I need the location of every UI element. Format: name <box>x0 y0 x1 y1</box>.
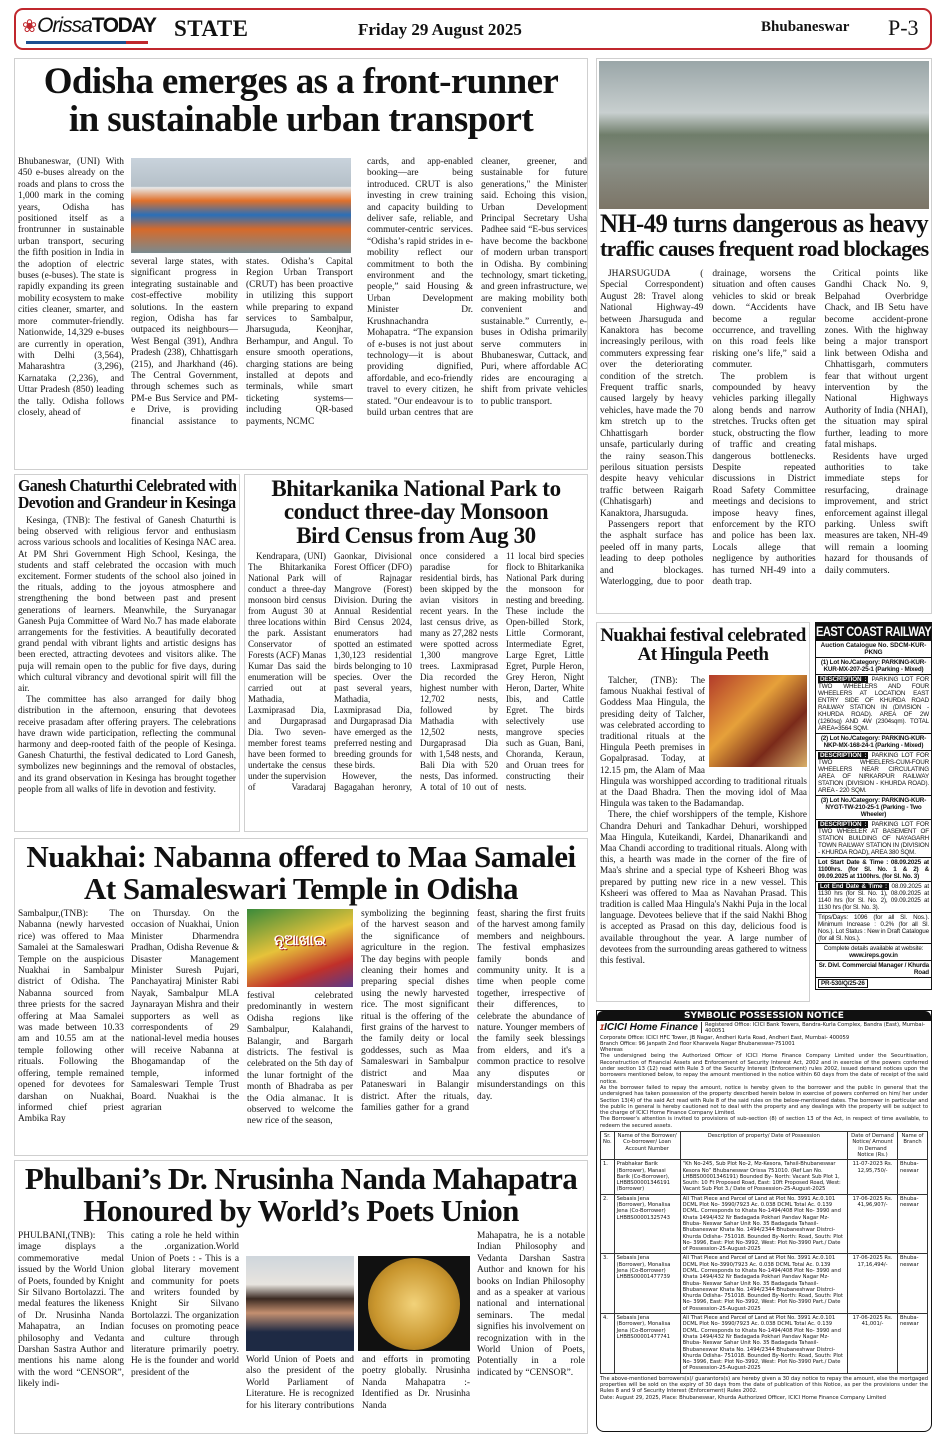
cell-borrower: Sebasis Jena (Borrower), Monalisa Jena (Co-Borrower) LHBBS00001477741 <box>614 1314 680 1374</box>
corporate-office: Corporate Office: ICICI HFC Tower, JB Nagar, Andheri Kurla Road, Andheri East, Mumbai- 400059 <box>600 1034 850 1041</box>
highway-traffic-photo <box>599 61 929 209</box>
whereas: Whereas <box>600 1047 623 1054</box>
column-header: Sr. No. <box>601 1132 615 1160</box>
symbolic-possession-notice <box>596 1010 932 1432</box>
issue-date: Friday 29 August 2025 <box>358 20 522 39</box>
article-body: Bhubaneswar, (UNI) With 450 e-buses already on the roads and plans to cross the 1,000 mark in the coming years, Odisha has positioned itself as a frontrunner in sustainable urban transport, securing the fifth position in India in the adoption of electric buses (e-buses). The state is rapidly expanding its green mobility ecosystem to make cities cleaner, smarter, and more commuter-friendly. Nationwide, 14,329 e-buses are currently in operation, with Delhi (3,564), Maharashtra (3,296), Karnataka (2,236), and Uttar Pradesh (850) leading the tally. Odisha follows closely, ahead of <box>18 157 124 418</box>
medal-photo <box>358 1256 470 1351</box>
table-header-row <box>601 1132 928 1160</box>
notice-title: SYMBOLIC POSSESSION NOTICE <box>597 1011 931 1021</box>
article-body: festival celebrated predominantly in western Odisha regions like Sambalpur, Kalahandi, Balangir, and Bargarh districts. The festival is celebrated on the 5th day of the lunar fortnight of the month of Bhadraba as per the Odia almanac. It is observed to welcome the new rice of the season, <box>247 991 353 1127</box>
registered-office: Registered Office: ICICI Bank Towers, Bandra-Kurla Complex, Bandra (East), Mumbai- 400051 <box>704 1022 925 1035</box>
headline <box>18 477 236 512</box>
headline <box>19 1163 583 1226</box>
paragraph: The committee has also arranged for daily bhog distribution in the afternoon, ensuring that devotees receive prasadam after offering prayers. The celebrations have drawn wide participation, reflecting the communal harmony and deep-rooted faith of the people of Kesinga. Ganesh Chaturthi, the festival dedicated to Lord Ganesh, symbolizes new beginnings and the removal of obstacles, and its grand observation in Kesinga has brought together people from all walks of life in devotion and festivity. <box>18 694 236 794</box>
column-header: Name of Branch <box>898 1132 928 1160</box>
cell-borrower: Prabhakar Barik (Borrower), Manasi Barik (Co-Borrower), LHBBS00001346191 (Borrower) <box>614 1160 680 1194</box>
hingula-festival-photo <box>709 675 807 767</box>
table-row <box>601 1160 928 1194</box>
cell-description: All That Piece and Parcel of Land at Plot No. 3991 Ac.0.101 DCML Plot No- 3990/7923 Ac. 0.038 DCML Total Ac. 0.139 DCML. Corresponds to Khata No-1494/408 Plot No- 3990 and Khata 1494/432 Nr Badagada Pokhari Pandav Nagar Mz-Bhuba- Neswar Sahar Unit No. 35 Badagada Tahasil- Bhubaneswar Khata No. 1494/2344 Bhubaneshwar Distrci-Khurda Odisha- 751018. Bounded By-North: Road, South: Plot No- 3996, East: Plot No-3992, West: Plot No-3990 Part./ Date of Possession-25-August-2025 <box>680 1194 847 1254</box>
masthead <box>14 8 932 50</box>
edition-city: Bhubaneswar <box>761 19 850 35</box>
article-body <box>248 551 584 829</box>
gold-medal <box>368 1258 460 1350</box>
headline-line: conduct three-day Monsoon <box>283 499 549 525</box>
headline-line: traffic causes frequent road blockages <box>600 235 929 261</box>
headline-line: in sustainable urban transport <box>68 98 534 140</box>
icici-home-finance-logo <box>600 1022 702 1033</box>
article-hingula-nuakhai <box>596 622 810 1002</box>
branch-office: Branch Office: 96 Janpath 2nd floor Kharavela Nagar Bhubaneswar-751001 <box>600 1040 795 1047</box>
column-header: Date of Demand Notice/ Amount in Demand Notice (Rs.) <box>848 1132 898 1160</box>
website-text: Complete details available at website: <box>823 945 924 952</box>
cell-branch: Bhuba-neswar <box>898 1314 928 1374</box>
headline <box>600 211 928 260</box>
article-nh49 <box>596 58 932 614</box>
description-label: DESCRIPTION : <box>820 752 867 759</box>
article-body: symbolizing the beginning of the harvest season and the significance of agriculture in the region. The day begins with people cleaning their homes and preparing special dishes using the newly harvested rice. The most significant ritual is the offering of the first grains of the harvest to the family deity or local goddesses, such as Maa Samaleswari in Sambalpur district and Maa Pataneswari in Balangir district. After the rituals, families gather for a grand feast, sharing the first fruits of the harvest among family members and neighbours. The festival emphasizes family bonds and community unity. It is a time when people come together, irrespective of their differences, to celebrate the abundance of nature. Younger members of the family seek blessings from elders, and it's a common practice to resolve any disputes or misunderstandings on this day. <box>361 909 585 1113</box>
page-number: P-3 <box>888 15 919 40</box>
description-label: DESCRIPTION : <box>820 676 867 683</box>
cell-sr: 4. <box>601 1314 615 1374</box>
article-phulbani-poets-union <box>14 1160 588 1434</box>
article-body: Mahapatra, he is a notable Indian Philosophy and Vedanta Darshan Sastra Author and known for his books on Indian Philosophy and as a speaker at various national and international seminars. The medal signifies his involvement on recognization with in the World Union of Poets, Potentially in a role indicated by “CENSOR”. <box>477 1231 585 1378</box>
nuakhai-artwork-text: ନୂଆଖାଇ <box>274 931 326 949</box>
column-header: Description of property/ Date of Possession <box>680 1132 847 1160</box>
cell-borrower: Sebasis Jena (Borrower), Monalisa Jena (Co-Borrower) LHBBS00001477739 <box>614 1254 680 1314</box>
column-header: Name of the Borrower/ Co-borrower/ Loan Account Number <box>614 1132 680 1160</box>
headline-line: Bhitarkanika National Park to <box>271 476 561 501</box>
article-body: World Union of Poets and also the president of the World Parliament of Literature. He is recognized for his literary contributions and efforts in promoting poetry globally. Nrusinha Nanda Mahapatra :- Identified as Dr. Nrusinha Nanda <box>246 1355 470 1411</box>
cell-demand: 17-06-2025 Rs. 41,96,907/- <box>848 1194 898 1254</box>
paragraph: Kendrapara, (UNI) The Bhitarkanika National Park will conduct a three-day monsoon bird census from August 30 at three locations within the park. Assistant Conservator of Forests (ACF) Manas Kumar Das said the enumeration will be carried out at Mathadia, Laxmiprasad Dia, and Durgaprasad Dia. Two seven-member forest teams have been formed to undertake the census under the supervision of Varadaraj Gaonkar, Divisional Forest Officer (DFO) of Rajnagar Mangrove (Forest) Division. During the Annual Residential Bird Census 2024, enumerators had spotted an estimated 1,30,123 residential birds belonging to 10 species. Over the past several years, Mathadia, Laxmiprasad Dia, and Durgaprasad Dia have emerged as the preferred nesting and breeding grounds for these birds. <box>248 551 412 792</box>
article-body: PHULBANI,(TNB): This image displays a commemorative medal issued by the World Union of Poets, founded by Knight Sir Silvano Bortolazzi. The medal features the likeness of Dr. Nrusinha Nanda Mahapatra, an Indian philosophy and Vedanta Darshan Sastra Author and mentions his name along with the word “CENSOR”, likely indi- <box>18 1231 124 1390</box>
logo-today: TODAY <box>91 14 156 37</box>
article-body: on Thursday. On the occasion of Nuakhai, Union Minister Dharmendra Pradhan, Odisha Revenue & Disaster Management Minister Suresh Pujari, Panchayatiraj Minister Rabi Nayak, Sambalpur MLA Jaynarayan Mishra and their supporters as well as correspondents of 29 national-level media houses will receive Nabanna at Bhogamandap of the temple, informed Samaleswari Temple Trust Board. Nuakhai is the agrarian <box>131 909 239 1113</box>
article-body <box>600 675 807 999</box>
section-name: STATE <box>174 16 249 41</box>
cell-demand: 17-06-2025 Rs. 17,16,494/- <box>848 1254 898 1314</box>
article-body: several large states, with significant progress in integrating sustainable and cost-effective mobility solutions. In the eastern region, Odisha has far outpaced its neighbours— West Bengal (391), Andhra Pradesh (238), Chhattisgarh (215), and Jharkhand (46). The Central Government, through schemes such as PM-e Bus Service and PM-e Drive, is providing financial assistance to states. Odisha’s Capital Region Urban Transport (CRUT) has been proactive in utilizing this support while preparing to expand services to Sambalpur, Jharsuguda, Keonjhar, Berhampur, and Angul. To ensure smooth operations, charging stations are being installed at depots and terminals, while smart ticketing systems—including QR-based payments, NCMC <box>131 257 353 427</box>
paragraph: JHARSUGUDA ( Special Correspondent) August 28: Travel along National Highway-49 between Jharsuguda and Kanaktora has become increasingly perilous, with commuters expressing fear over the deteriorating condition of the stretch. Frequent traffic snarls, caused largely by heavy vehicles, have made the 70 km stretch up to the Chhattisgarh border unsafe, particularly during the rainy season.This perilous situation persists despite heavy vehicular traffic between Raigarh (Chhatisgarh) and Kanaktora, Jharsuguda. <box>600 269 704 519</box>
notice-date-place: Date: August 29, 2025, Place: Bhubaneswar, Khurda Authorized Officer, ICICI Home Finance Company Limited <box>600 1394 886 1401</box>
article-urban-transport <box>14 58 588 470</box>
notice-paragraph: The Borrower’s attention is invited to provisions of sub-section (8) of section 13 of the Act, in respect of time available, to redeem the secured assets. <box>600 1116 928 1129</box>
headline-line: At Samaleswari Temple in Odisha <box>83 870 519 906</box>
lot-description: PARKING LOT FOR TWO WHEELER AT BASEMENT OF STATION BUILDING OF NAYAGARH TOWN RAILWAY STATION IN (DIVISION - KHURDA ROAD), AREA 380 SQM. <box>818 821 929 856</box>
lot-description: PARKING LOT FOR TWO WHEELERS-CUM-FOUR WHEELERS NEAR CIRCULATING AREA OF NIRKARPUR RAILWAY STATION (DIVISION - KHURDA ROAD). AREA - 220 SQM. <box>818 752 929 794</box>
paragraph: The problem is compounded by heavy vehicles parking illegally along bends and narrow stretches. Trucks often get stuck, obstructing the flow of traffic and creating dangerous bottlenecks. Despite repeated discussions in District Road Safety Committee meetings and decisions to impose heavy fines, enforcement by the RTO and police has been lax. Locals allege that negligence by authorities has turned NH-49 into a death trap. <box>712 371 816 587</box>
nuakhai-artwork <box>247 909 353 987</box>
lot-category: (3) Lot No./Category: PARKING-KUR-NYGT-TW-210-25-1 (Parking - Two Wheeler) <box>816 795 931 819</box>
description-label: DESCRIPTION : <box>820 821 867 828</box>
notice-paragraph: The undersigned being the Authorized Officer of ICICI Home Finance Company Limited under the Securitisation, Reconstruction of Financial Assets and Enforcement of Security Interest Act, 2002 and in exercise of the powers conferred under section 13 (12) read with Rule 3 of the Security Interest (Enforcement) rules 2002, issued demand notices upon the borrowers mentioned below, to repay the amount mentioned in the notice within 60 days from the date of receipt of the said notice. <box>600 1053 928 1085</box>
headline <box>600 626 806 665</box>
cell-branch: Bhuba-neswar <box>898 1160 928 1194</box>
cell-branch: Bhuba-neswar <box>898 1254 928 1314</box>
headline-line: Odisha emerges as a front-runner <box>43 61 559 102</box>
article-body: cards, and app-enabled booking—are being introduced. CRUT is also investing in crew training and capacity building to deliver safe, reliable, and commuter-centric services. “Odisha’s rapid strides in e-mobility reflect our commitment to both the environment and the people,” said Housing & Urban Development Minister Dr. Krushnachandra Mohapatra. “The expansion of e-buses is not just about technology—it is about providing dignified, affordable, and eco-friendly travel to every citizen, he stated. "Our endeavour is to build urban centres that are cleaner, greener, and sustainable for future generations," the Minister said. Echoing this vision, Urban Development Principal Secretary Usha Padhee said “E-bus services have become the backbone of modern urban transport in Odisha. By combining technology, smart ticketing, and green infrastructure, we are making mobility both convenient and sustainable.” Currently, e-buses in Odisha primarily serve commuters in Bhubaneswar, Cuttack, and Puri, where affordable AC rides are encouraging a shift from private vehicles to public transport. <box>367 157 587 418</box>
paragraph: Critical points like Gandhi Chack No. 9, Belpahad Overbridge Chack, and IB Setu have become accident-prone zones. With the highway being a major transport link between Odisha and Chhattisgarh, commuters fear that without urgent intervention by the National Highways Authority of India (NHAI), the situation may spiral further, leading to more fatal mishaps. <box>824 269 928 451</box>
paragraph: There, the chief worshippers of the temple, Kishore Chandra Dehuri and Tankadhar Dehuri, worshipped Maa Hingula, Kuteikandi, Kardei, Dhanarikandi and Maa Chandi according to traditional rituals. Along with this, a hearth was made in the corner of the fire of Maa's shrine and a special type of Ksheeri Bhog was prepared by putting new rice in a new vessel. This Ksheeri was offered to Maa as Navahan Prasad. This tradition is called Maa Hingula's Nakhi Puja in the local language. Devotees believe that if the said Nakhi Bhog is accepted as Prasad on this day, delicious food is available throughout the year. A large number of devotees from the surrounding areas gathered to witness this festival. <box>600 809 807 966</box>
headline <box>19 63 583 138</box>
lot-end-label: Lot End Date & Time : <box>820 883 887 890</box>
article-samalei-nuakhai <box>14 838 588 1156</box>
article-body <box>600 269 928 611</box>
cell-sr: 3. <box>601 1254 615 1314</box>
cell-demand: 17-06-2025 Rs. 41,001/- <box>848 1314 898 1374</box>
article-bhitarkanika <box>244 474 588 832</box>
logo-underline <box>26 41 126 44</box>
headline-line: Nuakhai: Nabanna offered to Maa Samalei <box>26 839 576 874</box>
table-row <box>601 1194 928 1254</box>
article-body: Sambalpur,(TNB): The Nabanna (newly harvested rice) was offered to Maa Samalei at the Samaleswari Temple on the auspicious Nuakhai in Sambalpur district of Odisha. The Nabanna sourced from three priests for the sacred offering at Maa Samalei was made between 10.33 am and 10.55 am at the temple following other rituals. Following the offering, temple remained opened for devotees for darshan on Nuakhai, informed chief priest Ambika Ray <box>18 909 124 1125</box>
cell-description: All That Piece and Parcel of Land at Plot No. 3991 Ac.0.101 DCML Plot No- 3990/7923 Ac. 0.038 DCML Total Ac. 0.139 DCML. Corresponds to Khata No-1494/408 Plot No- 3990 and Khata 1494/432 Nr Badagada Pokhari Pandav Nagar Mz-Bhuba- Neswar Sahar Unit No. 35 Badagada Tahasil- Bhubaneswar Khata No. 1494/2344 Bhubaneshwar Distrci-Khurda Odisha- 751018. Bounded By-North: Road, South: Plot No- 3996, East: Plot No-3992, West: Plot No-3990 Part./ Date of Possession-25-August-2025 <box>680 1314 847 1374</box>
paragraph: However, the Bagagahan heronry, once considered a paradise for residential birds, has been skipped by the avian visitors in recent years. In the last census drive, as many as 27,282 nests were spotted across 1,300 mangrove trees. Laxmiprasad Dia recorded the highest number with 12,702 nests, followed by Mathadia with 12,502 nests, Durgaprasad Dia with 1,548 nests, and Bali Dia with 520 nests, Das informed. A total of 10 out of 11 local bird species flock to Bhitarkanika National Park during the monsoon for nesting and breeding. These include the Open-billed Stork, Little Cormorant, Intermediate Egret, Large Egret, Little Egret, Purple Heron, Grey Heron, Night Heron, Darter, White Ibis, and Cattle Egret. The birds selectively use mangrove species such as Guan, Bani, Choranda, Keraun, and Oruan trees for constructing their nests. <box>334 551 584 792</box>
orissa-today-logo[interactable] <box>22 14 156 46</box>
table-row <box>601 1314 928 1374</box>
signatory: Sr. Divl. Commercial Manager / Khurda Road <box>816 960 931 977</box>
electric-buses-photo <box>131 158 351 253</box>
paragraph: Passengers report that the asphalt surface has peeled off in many parts, leading to deep potholes and blockages. Waterlogging, due to poor drainage, worsens the situation and often causes vehicles to skid or break down. “Accidents have become a regular occurrence, and travelling on this road feels like risking one’s life,” said a commuter. <box>600 269 816 587</box>
headline <box>248 477 584 547</box>
headline-line: Phulbani’s Dr. Nrusinha Nanda Mahapatra <box>24 1161 578 1196</box>
odisha-map-icon: ❀ <box>22 16 38 36</box>
cell-description: All That Piece and Parcel of Land at Plot No. 3991 Ac.0.101 DCML Plot No-3990/7923 Ac. 0.038 DCML Total Ac. 0.139 DCML. Corresponds to Khata No-1494/408 Plot No- 3990 and Khata 1494/432 Nr Badagada Pokhari Pandav Nagar Mz-Bhuba- Neswar Sahar Unit No. 35 Badagada Tahasil- Bhubaneswar Khata No. 1494/2344 Bhubaneshwar Distrci-Khurda Odisha- 751018. Bounded By-North: Road, South: Plot No- 3996, East: Plot No-3992, West: Plot No-3990 Part./ Date of Possession-25-August-2025 <box>680 1254 847 1314</box>
cell-demand: 11-07-2023 Rs. 12,95,750/- <box>848 1160 898 1194</box>
ad-reference: PR-530/Q/25-26 <box>818 979 868 988</box>
logo-underline-red <box>126 41 148 44</box>
lot-description: PARKING LOT FOR TWO WHEELERS AND FOUR WHEELERS AT LOCATION EAST ENTRY SIDE OF KHURDA ROAD RAILWAY STATION IN (DIVISION - KHURDA ROAD). AREA OF 2W (1260sq) AND 4W (2304sqm). TOTAL AREA=3564 SQM. <box>818 676 929 732</box>
article-ganesh-chaturthi <box>14 474 240 832</box>
cell-sr: 1. <box>601 1160 615 1194</box>
headline-line: Honoured by World’s Poets Union <box>83 1192 519 1228</box>
headline-line: Bird Census from Aug 30 <box>296 522 536 548</box>
icici-logo-mark-icon: ɪ <box>600 1022 605 1033</box>
possession-table <box>600 1131 928 1374</box>
headline-line: Nuakhai festival celebrated <box>600 625 806 646</box>
lot-start-date: Lot Start Date & Time : 08.09.2025 at 1100hrs. (for Sl. No. 1 & 2) & 09.09.2025 at 1100hrs. (for Sl. No. 3) <box>818 859 929 880</box>
lot-end-date: 08.09.2025 at 1130 hrs (for Sl. No. 1), 08.09.2025 at 1140 hrs (for Sl. No. 2), 09.09.2025 at 1130 hrs (for Sl. No. 3). <box>818 883 930 911</box>
paragraph: Residents have urged authorities to take immediate steps for resurfacing, drainage improvement, and strict enforcement against illegal parking. Unless swift measures are taken, NH-49 will remain a looming hazard for thousands of daily commuters. <box>824 451 928 576</box>
table-row <box>601 1254 928 1314</box>
article-body <box>18 515 236 829</box>
paragraph: Talcher, (TNB): The famous Nuakhai festival of Goddess Maa Hingula, the presiding deity of Talcher, was celebrated according to traditional rituals at the Hingula Peeth premises in Gopalprasad. Today, at 12.15 pm, the Alam of Maa Hingula was worshipped according to traditional rituals at the Daad Bhadra. Then the moving idol of Maa Hingula was taken to the Badamandap. <box>600 675 807 809</box>
company-name: ICICI Home Finance <box>604 1022 698 1033</box>
headline-line: At Hingula Peeth <box>637 644 769 666</box>
headline-line: Devotion and Grandeur in Kesinga <box>18 493 236 513</box>
cell-branch: Bhuba-neswar <box>898 1194 928 1254</box>
notice-paragraph: As the borrower failed to repay the amount, notice is hereby given to the borrower and the public in general that the undersigned has taken possession of the property described herein below in exercise of powers conferred on him/ her under Section 13(4) of the said Act read with Rule 8 of the said rules on the below-mentioned dates. The borrower in particular and the public in general is hereby cautioned not to deal with the property and any dealings with the property will be subject to the charge of ICICI Home Finance Company Limited. <box>600 1084 928 1117</box>
paragraph: Kesinga, (TNB): The festival of Ganesh Chaturthi is being observed with religious fervor and enthusiasm across various schools and localities of Kesinga NAC area. At PM Shri Government High School, Kesinga, the students and staff celebrated the occasion with much excitement. Former students of the school also joined in the rituals, adding to the joyous atmosphere and strengthening the bond between past and present generations of learners. Meanwhile, the Suryanagar Ganesh Puja Committee of Ward No.7 has made elaborate arrangements for the festivities. A beautifully decorated grand pendal with vibrant lights and artistic designs has been erected, attracting devotees and visitors alike. The puja will remain open to the public for five days, during which cultural vibrancy and devotional spirit will fill the air. <box>18 515 236 694</box>
headline-line: Ganesh Chaturthi Celebrated with <box>18 476 237 495</box>
lot-category: (1) Lot No./Category: PARKING-KUR-KUR-MX-207-25-1 (Parking - Mixed) <box>816 657 931 674</box>
logo-orissa: Orissa <box>37 14 92 37</box>
ad-title: EAST COAST RAILWAY <box>816 624 932 639</box>
headline-line: NH-49 turns dangerous as heavy <box>600 209 929 238</box>
lot-category: (2) Lot No./Category: PARKING-KUR-NKP-MX-168-24-1 (Parking - Mixed) <box>816 733 931 750</box>
headline <box>19 841 583 904</box>
notice-footer: The above-mentioned borrowers(s)/ guarantors(s) are hereby given a 30 day notice to repay the amount, else the mortgaged properties will be sold on the expiry of 30 days from the date of publication of this Notice, as per the provisions under the Rules 8 and 9 of Security Interest (Enforcement) Rules 2002. <box>600 1375 928 1395</box>
trips-info: Trips/Days: 1096 (for all Sl. Nos.). Minimum Increase : 0.2% (for all Sl. Nos.). Lot Status : New in Draft Catalogue (for all Sl. Nos.). <box>818 914 929 942</box>
east-coast-railway-ad <box>815 622 932 990</box>
cell-description: “Kh No-245, Sub Plot No-2, Mz-Kesora, Tahsil-Bhubaneswar Kesora No” Bhubaneswar Orissa 751010. (Ref Lan No. LHBBS00001346191) Bounded By- North: Vacant Sub Plot 1, South: 10 Ft Proposed Road, East: 10ft Proposed Road, West: Vacant Sub Plot 3./ Date of Possession-25-August-2025 <box>680 1160 847 1194</box>
auction-catalogue: Auction Catalogue No. SDCM-KUR-PKNG <box>820 642 927 656</box>
article-body: cating a role he held within the .organization.World Union of Poets : - This is a global literary movement and community for poets and writers founded by Knight Sir Silvano Bortolazzi. The organization focuses on promoting peace and culture through literature primarily poetry. He is the founder and world president of the <box>131 1231 239 1378</box>
cell-borrower: Sebasis Jena (Borrower), Monalisa Jena (Co-Borrower) LHBBS00001325743 <box>614 1194 680 1254</box>
website-link[interactable]: www.ireps.gov.in <box>849 952 898 959</box>
portrait-photo <box>246 1256 354 1351</box>
cell-sr: 2. <box>601 1194 615 1254</box>
